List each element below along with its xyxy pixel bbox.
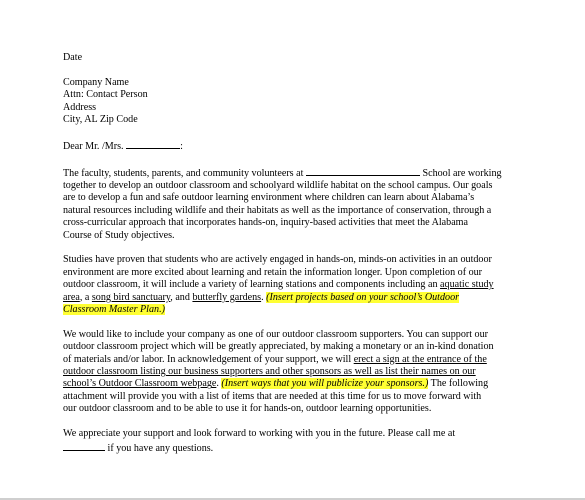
date-line: Date <box>63 52 83 63</box>
name-blank <box>126 139 180 149</box>
address-line: Address <box>63 101 97 113</box>
highlight-note: (Insert projects based on your school’s Outdoor <box>266 291 460 303</box>
salutation: Dear Mr. /Mrs. : <box>63 140 183 152</box>
project-area: area <box>63 291 80 303</box>
phone-blank <box>63 441 105 451</box>
paragraph-2: Studies have proven that students who are actively engaged in hands-on, minds-on activities in an outdoor environment are more excited about learning and retain the information longer. Upon completion of our outdoor classroom, it will include a variety of learning stations and components including an aquatic study area, a song bird sanctuary, and butterfly gardens. (Insert projects based on your school’s Outdoor Classroom Master Plan.) <box>63 254 494 316</box>
address-line: Attn: Contact Person <box>63 89 148 101</box>
school-name-blank <box>306 166 420 176</box>
address-line: Company Name <box>63 76 129 88</box>
address-line: City, AL Zip Code <box>63 114 138 126</box>
paragraph-3: We would like to include your company as one of our outdoor classroom supporters. You can support our outdoor classroom project which will be greatly appreciated, by making a monetary or an in-kind donation of materials and/or labor. In acknowledgement of your support, we will erect a sign at the entrance of the outdoor classroom listing our business supporters and other sponsors as well as list their names on our school’s Outdoor Classroom webpage. (Insert ways that you will publicize your sponsors.) The following attachment will provide you with a list of items that are needed at this time for us to move forward with our outdoor classroom and to be able to use it for hands-on, outdoor learning opportunities. <box>63 328 494 415</box>
recipient-address <box>63 77 533 127</box>
project-aquatic-study: aquatic study <box>440 279 494 291</box>
paragraph-4: We appreciate your support and look forward to working with you in the future. Please call me at if you have any questions. <box>63 428 456 454</box>
letter-body <box>63 52 533 455</box>
project-song-bird: song bird sanctuary <box>91 291 171 303</box>
paragraph-1: The faculty, students, parents, and community volunteers at School are working together to develop an outdoor classroom and schoolyard wildlife habitat on the school campus. Our goals are to develop a fun and safe outdoor learning environment where children can learn about Alabama’s natural resources including wildlife and their habitats as well as the importance of conservation, through a cross-curricular approach that incorporates hands-on, inquiry-based activities that meet the Alabama Course of Study objectives. <box>63 167 502 241</box>
highlight-note: Classroom Master Plan.) <box>63 304 165 316</box>
project-butterfly: butterfly gardens <box>192 291 262 303</box>
highlight-note: (Insert ways that you will publicize your sponsors.) <box>221 378 429 390</box>
